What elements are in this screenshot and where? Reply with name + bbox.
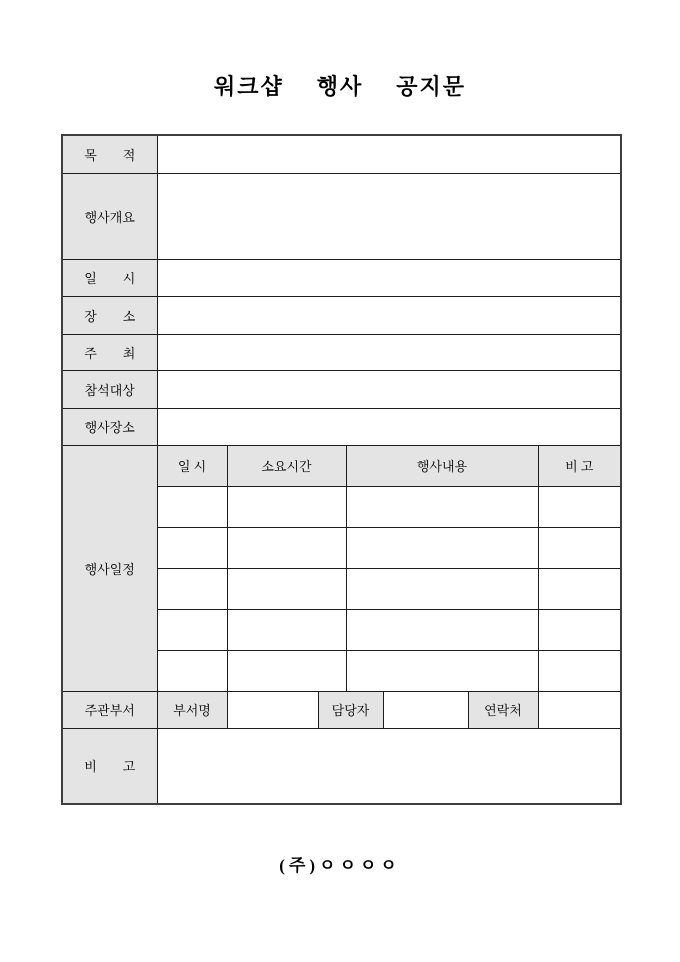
row-place [62, 296, 621, 334]
schedule-cell-duration[interactable] [227, 568, 346, 609]
attendees-label: 참석대상 [62, 370, 157, 408]
row-attendees [62, 370, 621, 408]
host-label: 주 최 [62, 334, 157, 370]
note-label: 비 고 [62, 728, 157, 804]
overview-label: 행사개요 [62, 173, 157, 259]
dept-name-label: 부서명 [157, 691, 227, 728]
overview-value-cell[interactable] [157, 173, 621, 259]
row-host [62, 334, 621, 370]
schedule-cell-content[interactable] [346, 568, 538, 609]
schedule-cell-content[interactable] [346, 650, 538, 691]
place-value-cell[interactable] [157, 296, 621, 334]
schedule-cell-datetime[interactable] [157, 650, 227, 691]
purpose-label: 목 적 [62, 135, 157, 173]
schedule-col-datetime: 일 시 [157, 445, 227, 486]
purpose-value-cell[interactable] [157, 135, 621, 173]
dept-name-value-cell[interactable] [227, 691, 318, 728]
schedule-cell-datetime[interactable] [157, 609, 227, 650]
schedule-cell-note[interactable] [538, 527, 621, 568]
schedule-cell-datetime[interactable] [157, 486, 227, 527]
schedule-cell-datetime[interactable] [157, 568, 227, 609]
datetime-label: 일 시 [62, 259, 157, 296]
row-venue [62, 408, 621, 445]
place-label: 장 소 [62, 296, 157, 334]
schedule-cell-content[interactable] [346, 527, 538, 568]
manager-value-cell[interactable] [383, 691, 468, 728]
schedule-col-note: 비 고 [538, 445, 621, 486]
schedule-cell-duration[interactable] [227, 486, 346, 527]
schedule-cell-note[interactable] [538, 486, 621, 527]
schedule-cell-duration[interactable] [227, 650, 346, 691]
venue-value-cell[interactable] [157, 408, 621, 445]
schedule-col-content: 행사내용 [346, 445, 538, 486]
department-label: 주관부서 [62, 691, 157, 728]
schedule-col-duration: 소요시간 [227, 445, 346, 486]
schedule-cell-note[interactable] [538, 650, 621, 691]
company-signature: (주)ㅇㅇㅇㅇ [279, 856, 401, 875]
row-overview [62, 173, 621, 259]
datetime-value-cell[interactable] [157, 259, 621, 296]
row-purpose [62, 135, 621, 173]
row-datetime [62, 259, 621, 296]
contact-value-cell[interactable] [538, 691, 621, 728]
contact-label: 연락처 [468, 691, 538, 728]
schedule-cell-content[interactable] [346, 486, 538, 527]
schedule-label: 행사일정 [62, 445, 157, 691]
schedule-header-row [62, 445, 621, 486]
page-title: 워크샵 행사 공지문 [213, 74, 467, 99]
row-department [62, 691, 621, 728]
workshop-notice-form [61, 134, 622, 805]
attendees-value-cell[interactable] [157, 370, 621, 408]
schedule-cell-duration[interactable] [227, 527, 346, 568]
schedule-cell-content[interactable] [346, 609, 538, 650]
venue-label: 행사장소 [62, 408, 157, 445]
schedule-cell-note[interactable] [538, 609, 621, 650]
schedule-cell-datetime[interactable] [157, 527, 227, 568]
row-note [62, 728, 621, 804]
manager-label: 담당자 [318, 691, 383, 728]
note-value-cell[interactable] [157, 728, 621, 804]
schedule-cell-duration[interactable] [227, 609, 346, 650]
host-value-cell[interactable] [157, 334, 621, 370]
schedule-cell-note[interactable] [538, 568, 621, 609]
